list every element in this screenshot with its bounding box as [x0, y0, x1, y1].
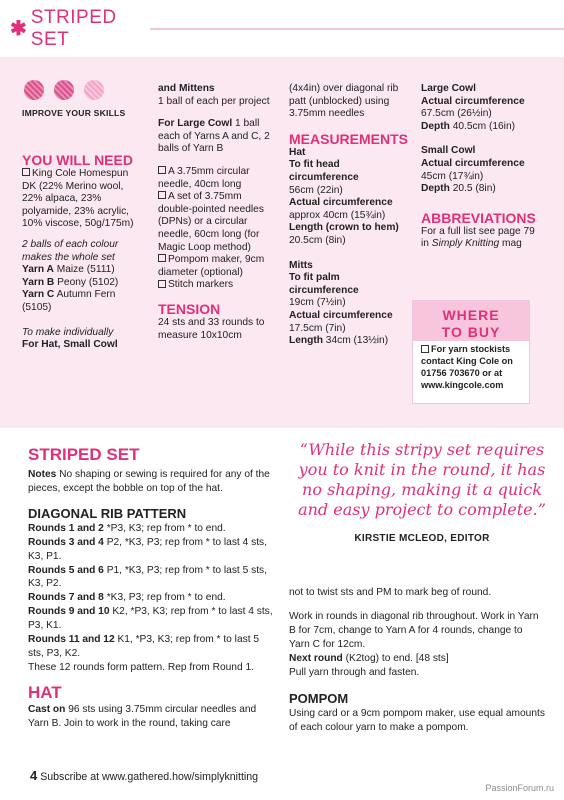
where-title: WHERE: [442, 307, 500, 323]
subscribe-text: Subscribe at www.gathered.how/simplyknitting: [40, 771, 259, 783]
you-will-need-heading: YOU WILL NEED: [22, 152, 133, 168]
header-rule: [150, 28, 564, 30]
you-will-need-col1: [22, 152, 144, 352]
section-header: [0, 7, 142, 50]
large-cowl-yarn: For Large Cowl 1 ball each of Yarns A and C, 2 balls of Yarn B: [158, 118, 270, 155]
round-1-2: Rounds 1 and 2 *P3, K3; rep from * to end.: [28, 522, 226, 534]
large-actual: 67.5cm (26½in): [421, 108, 492, 120]
yarn-ball-icon: [54, 80, 74, 100]
mitts-label: Mitts: [289, 259, 313, 271]
tension-heading: TENSION: [158, 300, 221, 317]
tension-cont: (4x4in) over diagonal rib patt (unblocked) using 3.75mm needles: [289, 83, 399, 120]
editor-quote: “While this stripy set requires you to knit in the round, it has no shaping, making it a quick and easy project to complete.”: [298, 440, 546, 519]
watermark: PassionForum.ru: [485, 783, 554, 793]
cowl-col: [421, 83, 539, 251]
checkbox-icon: [158, 254, 166, 262]
skill-label: IMPROVE YOUR SKILLS: [22, 108, 126, 118]
hat-label: Hat: [289, 146, 306, 158]
mitts-length: Length 34cm (13½in): [289, 335, 389, 347]
hat-heading: HAT: [28, 682, 62, 702]
balls-note: 2 balls of each colour makes the whole set: [22, 238, 119, 263]
hat-length-label: Length (crown to hem): [289, 222, 399, 234]
yarn-ball-icon: [84, 80, 104, 100]
pattern-col1: [28, 445, 276, 731]
large-depth: Depth 40.5cm (16in): [421, 120, 516, 132]
notes: Notes No shaping or sewing is required for any of the pieces, except the bobble on top of the hat.: [28, 469, 270, 494]
hat-length: 20.5cm (8in): [289, 234, 346, 246]
small-actual-label: Actual circumference: [421, 157, 525, 169]
yarn-b: Yarn B Peony (5102): [22, 276, 119, 288]
checkbox-icon: [158, 280, 166, 288]
cast-on: Cast on 96 sts using 3.75mm circular needles and Yarn B. Join to work in the round, taking care: [28, 703, 257, 729]
asterisk-icon: ✱: [10, 18, 27, 40]
where-text: For yarn stockists contact King Cole on 01756 703670 or at www.kingcole.com: [421, 344, 513, 390]
round-9-10: Rounds 9 and 10 K2, *P3, K3; rep from * to last 4 sts, P3, K1.: [28, 606, 273, 632]
rounds-note: These 12 rounds form pattern. Rep from Round 1.: [28, 661, 254, 673]
mitts-actual: 17.5cm (7in): [289, 322, 346, 334]
checkbox-icon: [22, 168, 30, 176]
round-3-4: Rounds 3 and 4 P2, *K3, P3; rep from * to last 4 sts, K3, P1.: [28, 536, 267, 562]
next-round: Next round (K2tog) to end. [48 sts]: [289, 652, 449, 664]
you-will-need-col2: [158, 83, 276, 342]
quote-author: KIRSTIE MCLEOD, EDITOR: [354, 533, 490, 544]
mitts-actual-label: Actual circumference: [289, 309, 393, 321]
individual-note: To make individually: [22, 326, 114, 338]
page-title: STRIPED SET: [30, 7, 117, 50]
page-number: 4: [30, 768, 38, 783]
round-7-8: Rounds 7 and 8 *K3, P3; rep from * to end.: [28, 592, 226, 604]
tension-text: 24 sts and 33 rounds to measure 10x10cm: [158, 316, 265, 341]
pattern-col2: [289, 586, 545, 735]
small-depth: Depth 20.5 (8in): [421, 183, 496, 195]
where-to-buy-box: [412, 300, 530, 404]
yarn-item: King Cole Homespun DK (22% Merino wool, 22% alpaca, 23% polyamide, 23% acrylic, 10% viscose, 50g/175m): [22, 168, 134, 230]
needle-item: A 3.75mm circular needle, 40cm long: [158, 165, 250, 190]
markers-item: Stitch markers: [158, 279, 276, 292]
abbreviations-text: For a full list see page 79 in Simply Knitting mag: [421, 225, 535, 250]
hat-rounds: Work in rounds in diagonal rib throughout. Work in Yarn B for 7cm, change to Yarn A for 4 rounds, change to Yarn C for 12cm.: [289, 610, 539, 650]
measurements-col: [289, 83, 409, 348]
hat-fit-label: To fit head circumference: [289, 159, 359, 183]
dpn-item: A set of 3.75mm double-pointed needles (DPNs) or a circular needle, 60cm long (for Magic Loop method): [158, 191, 264, 253]
small-actual: 45cm (17¾in): [421, 170, 484, 182]
rib-heading: DIAGONAL RIB PATTERN: [28, 505, 187, 521]
skill-level: [22, 80, 142, 126]
abbreviations-heading: ABBREVIATIONS: [421, 209, 536, 226]
mitts-fit: 19cm (7½in): [289, 297, 346, 309]
yarn-a: Yarn A Maize (5111): [22, 264, 115, 276]
yarn-c: Yarn C Autumn Fern (5105): [22, 289, 116, 313]
round-5-6: Rounds 5 and 6 P1, *K3, P3; rep from * to last 5 sts, K3, P2.: [28, 564, 267, 590]
hat-actual-label: Actual circumference: [289, 197, 393, 209]
hat-fit: 56cm (22in): [289, 184, 343, 196]
individual-items: For Hat, Small Cowl: [22, 339, 118, 351]
hat-cont: not to twist sts and PM to mark beg of round.: [289, 587, 492, 598]
pattern-title: STRIPED SET: [28, 445, 140, 464]
pull-through: Pull yarn through and fasten.: [289, 666, 420, 678]
pompom-item: Pompom maker, 9cm diameter (optional): [158, 254, 265, 278]
checkbox-icon: [158, 166, 166, 174]
pompom-text: Using card or a 9cm pompom maker, use equal amounts of each colour yarn to make a pompom.: [289, 708, 545, 734]
yarn-ball-icon: [24, 80, 44, 100]
small-cowl-label: Small Cowl: [421, 145, 476, 157]
pompom-heading: POMPOM: [289, 691, 349, 707]
mitts-fit-label: To fit palm circumference: [289, 272, 359, 296]
mittens-text: 1 ball of each per project: [158, 95, 270, 107]
footer: [30, 768, 258, 783]
mittens-items: and Mittens: [158, 83, 215, 94]
hat-actual: approx 40cm (15¾in): [289, 209, 386, 221]
round-11-12: Rounds 11 and 12 K1, *P3, K3; rep from * to last 5 sts, P3, K2.: [28, 634, 260, 659]
to-buy-title: TO BUY: [441, 324, 501, 340]
large-cowl-label: Large Cowl: [421, 83, 476, 94]
checkbox-icon: [421, 345, 429, 353]
measurements-heading: MEASUREMENTS: [289, 130, 409, 147]
large-actual-label: Actual circumference: [421, 95, 525, 107]
checkbox-icon: [158, 191, 166, 199]
